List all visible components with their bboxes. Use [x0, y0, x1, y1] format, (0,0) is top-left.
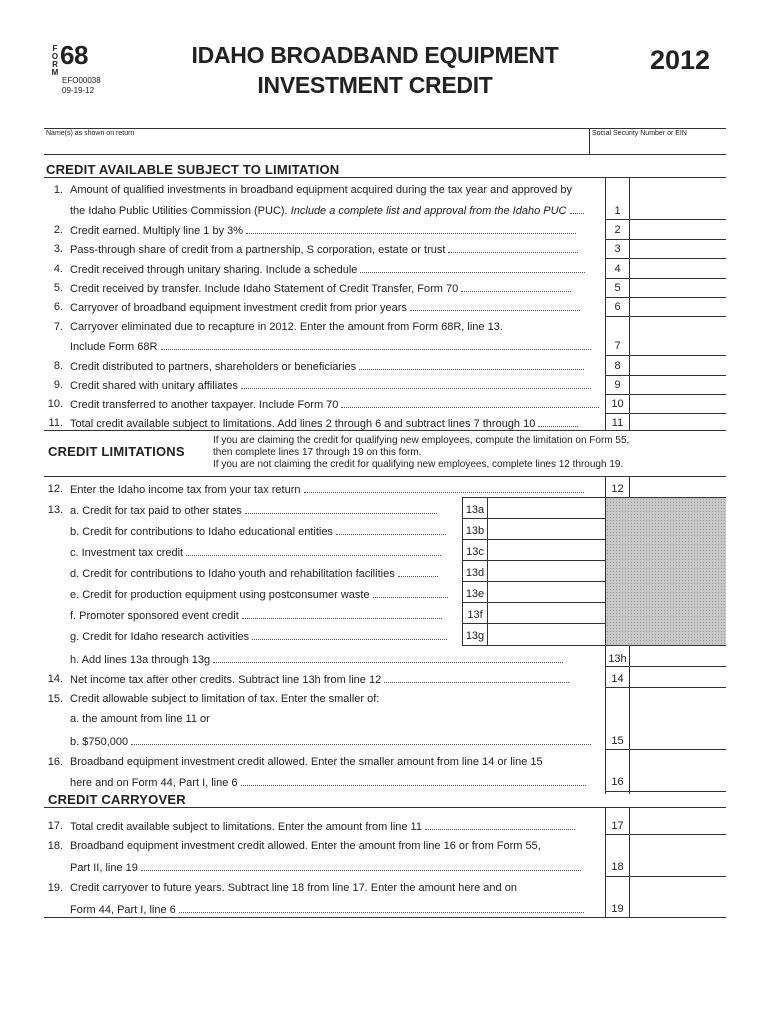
- line-number: 7.: [53, 321, 63, 333]
- leader-dots: [425, 820, 575, 830]
- names-field[interactable]: [46, 138, 586, 154]
- line-17-box-label: 17: [611, 820, 624, 832]
- line-14-box-label: 14: [611, 673, 624, 685]
- line-13d-label: d. Credit for contributions to Idaho youth and rehabilitation facilities: [70, 568, 395, 580]
- leader-dots: [360, 263, 585, 273]
- line-17-label: Total credit available subject to limitations. Enter the amount from line 11: [70, 821, 422, 833]
- line-12-box-label: 12: [611, 483, 624, 495]
- line-3-label: Pass-through share of credit from a partnership, S corporation, estate or trust: [70, 244, 446, 256]
- line-1-text-b: the Idaho Public Utilities Commission (PUC).: [70, 205, 288, 217]
- line-2-label: Credit earned. Multiply line 1 by 3%: [70, 225, 244, 237]
- line-13b-box-label: 13b: [465, 525, 485, 537]
- line-12-label: Enter the Idaho income tax from your tax return: [70, 484, 301, 496]
- line-4-label: Credit received through unitary sharing. Include a schedule: [70, 264, 358, 276]
- line-7-text: Carryover eliminated due to recapture in 2012. Enter the amount from Form 68R, line 13.: [70, 321, 503, 333]
- line-number: 12.: [47, 483, 63, 495]
- ssn-label: Social Security Number or EIN: [592, 130, 687, 137]
- line-13a-text: [70, 504, 458, 518]
- line-13b-amount[interactable]: [489, 520, 604, 538]
- line-13c-text: [70, 546, 458, 560]
- line-13a-label: a. Credit for tax paid to other states: [70, 505, 242, 517]
- line-9-label: Credit shared with unitary affiliates: [70, 380, 238, 392]
- line-1-instruction: Include a complete list and approval from the Idaho PUC: [290, 205, 567, 217]
- line-11-box-label: 11: [611, 417, 624, 429]
- line-7-box-label: 7: [614, 340, 621, 352]
- line-13h-text: [70, 653, 600, 667]
- rule: [462, 623, 605, 624]
- line-13g-label: g. Credit for Idaho research activities: [70, 631, 250, 643]
- line-9-box-label: 9: [614, 379, 621, 391]
- form-label-vertical: [50, 45, 60, 77]
- line-13h-amount[interactable]: [631, 647, 726, 665]
- ssn-field[interactable]: [592, 138, 724, 154]
- line-number: 18.: [47, 840, 63, 852]
- rule: [462, 560, 605, 561]
- leader-dots: [161, 340, 591, 350]
- line-number: 4.: [53, 263, 63, 275]
- rule: [462, 539, 605, 540]
- line-5-label: Credit received by transfer. Include Idaho Statement of Credit Transfer, Form 70: [70, 283, 459, 295]
- line-13c-box-label: 13c: [466, 546, 484, 558]
- line-number: 16.: [47, 756, 63, 768]
- line-number: 10.: [47, 398, 63, 410]
- line-4-box-label: 4: [614, 263, 621, 275]
- line-13f-label: f. Promoter sponsored event credit: [70, 610, 239, 622]
- rule: [44, 476, 726, 477]
- shaded-area: [606, 498, 726, 646]
- line-1-text: Amount of qualified investments in broadband equipment acquired during the tax year and approved by: [70, 184, 573, 196]
- line-4-text: [70, 263, 600, 277]
- line-number: 3.: [53, 243, 63, 255]
- line-6-label: Carryover of broadband equipment investment credit from prior years: [70, 302, 407, 314]
- line-2-box-label: 2: [614, 224, 621, 236]
- line-7-label: Include Form 68R: [70, 341, 158, 353]
- form-title: [150, 40, 600, 100]
- line-12-amount[interactable]: [631, 478, 726, 496]
- form-code: EFO00038: [62, 76, 101, 85]
- leader-dots: [570, 204, 584, 214]
- line-14-text: [70, 673, 600, 687]
- rule: [629, 177, 630, 430]
- line-8-label: Credit distributed to partners, shareholders or beneficiaries: [70, 361, 357, 373]
- line-10-text: [70, 398, 600, 412]
- line-5-text: [70, 282, 600, 296]
- line-13h-box-label: 13h: [608, 653, 627, 665]
- line-5-box-label: 5: [614, 282, 621, 294]
- leader-dots: [384, 673, 569, 683]
- line-15-box-label: 15: [611, 735, 624, 747]
- line-16-label: here and on Form 44, Part I, line 6: [70, 777, 238, 789]
- line-13h-label: h. Add lines 13a through 13g: [70, 654, 211, 666]
- line-6-box-label: 6: [614, 301, 621, 313]
- line-3-text: [70, 243, 600, 257]
- leader-dots: [336, 525, 446, 535]
- line-18-text: Broadband equipment investment credit allowed. Enter the amount from line 16 or from Form 55,: [70, 840, 541, 852]
- line-13e-label: e. Credit for production equipment using postconsumer waste: [70, 589, 370, 601]
- line-14-label: Net income tax after other credits. Subtract line 13h from line 12: [70, 674, 382, 686]
- rule: [44, 128, 726, 129]
- line-6-text: [70, 301, 600, 315]
- line-7-amount[interactable]: [631, 336, 726, 354]
- form-letter: O: [51, 52, 59, 61]
- line-15-amount[interactable]: [631, 730, 726, 748]
- line-13g-text: [70, 630, 458, 644]
- leader-dots: [398, 567, 438, 577]
- leader-dots: [410, 301, 580, 311]
- leader-dots: [213, 653, 563, 663]
- rule: [605, 687, 726, 688]
- line-10-box-label: 10: [611, 398, 624, 410]
- line-17-text: [70, 820, 600, 834]
- section-title-carryover: CREDIT CARRYOVER: [48, 792, 186, 807]
- limitations-note-3: If you are not claiming the credit for qualifying new employees, complete lines 12 through 19.: [213, 459, 624, 470]
- line-13d-box-label: 13d: [465, 567, 485, 579]
- rule: [462, 645, 726, 646]
- names-label: Name(s) as shown on return: [46, 130, 135, 137]
- leader-dots: [252, 630, 447, 640]
- rule: [44, 430, 726, 431]
- tax-year: 2012: [650, 45, 711, 75]
- rule: [462, 497, 605, 498]
- form-letter: F: [52, 44, 58, 53]
- title-line-1: IDAHO BROADBAND EQUIPMENT: [191, 42, 559, 68]
- line-18-amount[interactable]: [631, 856, 726, 874]
- line-13e-amount[interactable]: [489, 583, 604, 601]
- rule: [44, 154, 726, 155]
- line-13c-amount[interactable]: [489, 541, 604, 559]
- line-8-text: [70, 360, 600, 374]
- line-13g-box-label: 13g: [465, 630, 485, 642]
- rule: [462, 581, 605, 582]
- line-13f-text: [70, 609, 458, 623]
- line-number: 9.: [53, 379, 63, 391]
- leader-dots: [304, 483, 584, 493]
- line-13b-label: b. Credit for contributions to Idaho educational entities: [70, 526, 333, 538]
- rule: [605, 749, 726, 750]
- line-number: 13.: [47, 504, 63, 516]
- rule: [605, 666, 726, 667]
- line-13a-box-label: 13a: [465, 504, 485, 516]
- limitations-note-2: then complete lines 17 through 19 on this form.: [213, 447, 422, 458]
- section-title-available: CREDIT AVAILABLE SUBJECT TO LIMITATION: [46, 162, 340, 177]
- rule: [44, 177, 726, 178]
- form-letter: M: [51, 68, 59, 77]
- line-1-amount[interactable]: [631, 198, 726, 218]
- line-5-amount[interactable]: [631, 279, 726, 297]
- line-13e-text: [70, 588, 458, 602]
- line-18-text-cont: [70, 861, 600, 875]
- leader-dots: [341, 398, 600, 408]
- line-3-amount[interactable]: [631, 240, 726, 258]
- line-15-text: Credit allowable subject to limitation of tax. Enter the smaller of:: [70, 693, 380, 705]
- line-9-text: [70, 379, 600, 393]
- line-11-amount[interactable]: [631, 414, 726, 430]
- line-13a-amount[interactable]: [489, 499, 604, 517]
- title-line-2: INVESTMENT CREDIT: [257, 72, 493, 98]
- rule: [44, 917, 726, 918]
- line-19-text: Credit carryover to future years. Subtract line 18 from line 17. Enter the amount here and on: [70, 882, 517, 894]
- line-13f-box-label: 13f: [467, 609, 483, 621]
- line-18-box-label: 18: [611, 861, 624, 873]
- line-13f-amount[interactable]: [489, 604, 604, 622]
- rule: [462, 602, 605, 603]
- line-13e-box-label: 13e: [465, 588, 485, 600]
- line-8-amount[interactable]: [631, 356, 726, 374]
- line-16-text: Broadband equipment investment credit allowed. Enter the smaller amount from line 14 or line 15: [70, 756, 543, 768]
- line-19-label: Form 44, Part I, line 6: [70, 904, 176, 916]
- line-7-text-cont: [70, 340, 600, 354]
- section-title-limitations: CREDIT LIMITATIONS: [48, 444, 185, 459]
- rule: [605, 316, 726, 317]
- limitations-note-1: If you are claiming the credit for qualifying new employees, compute the limitation on Form 55,: [213, 435, 630, 446]
- line-13d-amount[interactable]: [489, 562, 604, 580]
- line-15a-text: a. the amount from line 11 or: [70, 713, 210, 725]
- leader-dots: [359, 360, 584, 370]
- line-number: 1.: [53, 184, 63, 196]
- line-13c-label: c. Investment tax credit: [70, 547, 184, 559]
- line-11-label: Total credit available subject to limitations. Add lines 2 through 6 and subtract lines 7 through 10: [70, 418, 536, 430]
- line-number: 6.: [53, 301, 63, 313]
- leader-dots: [241, 776, 586, 786]
- rule: [605, 791, 726, 792]
- rule: [605, 876, 726, 877]
- leader-dots: [131, 735, 591, 745]
- line-12-text: [70, 483, 600, 497]
- line-13g-amount[interactable]: [489, 625, 604, 643]
- line-number: 14.: [47, 673, 63, 685]
- line-2-amount[interactable]: [631, 220, 726, 238]
- leader-dots: [179, 903, 584, 913]
- line-number: 2.: [53, 224, 63, 236]
- line-number: 5.: [53, 282, 63, 294]
- line-13b-text: [70, 525, 458, 539]
- line-number: 8.: [53, 360, 63, 372]
- line-16-box-label: 16: [611, 776, 624, 788]
- line-2-text: [70, 224, 600, 238]
- line-3-box-label: 3: [614, 243, 621, 255]
- line-8-box-label: 8: [614, 360, 621, 372]
- line-number: 15.: [47, 693, 63, 705]
- leader-dots: [141, 861, 581, 871]
- line-14-amount[interactable]: [631, 668, 726, 686]
- line-1-text-cont: [70, 204, 600, 218]
- line-18-label: Part II, line 19: [70, 862, 138, 874]
- line-19-text-cont: [70, 903, 600, 917]
- line-number: 17.: [47, 820, 63, 832]
- form-letter: R: [52, 60, 58, 69]
- line-16-text-cont: [70, 776, 600, 790]
- line-15b-text: [70, 735, 600, 749]
- line-13d-text: [70, 567, 458, 581]
- line-4-amount[interactable]: [631, 259, 726, 277]
- line-16-amount[interactable]: [631, 772, 726, 790]
- leader-dots: [241, 379, 591, 389]
- rule: [462, 518, 605, 519]
- line-10-label: Credit transferred to another taxpayer. Include Form 70: [70, 399, 339, 411]
- leader-dots: [538, 417, 578, 427]
- form-date: 09-19-12: [62, 86, 95, 95]
- rule: [589, 128, 590, 154]
- line-number: 19.: [47, 882, 63, 894]
- leader-dots: [186, 546, 441, 556]
- line-17-amount[interactable]: [631, 815, 726, 833]
- leader-dots: [373, 588, 448, 598]
- form-number: 68: [60, 40, 88, 70]
- line-9-amount[interactable]: [631, 375, 726, 393]
- line-number: 11.: [48, 417, 63, 429]
- rule: [629, 807, 630, 917]
- line-1-box-label: 1: [614, 205, 621, 217]
- line-10-amount[interactable]: [631, 395, 726, 413]
- rule: [605, 834, 726, 835]
- leader-dots: [448, 243, 578, 253]
- leader-dots: [246, 224, 576, 234]
- line-19-box-label: 19: [611, 903, 624, 915]
- rule: [44, 807, 726, 808]
- line-11-text: [70, 417, 600, 431]
- line-6-amount[interactable]: [631, 298, 726, 316]
- line-15b-label: b. $750,000: [70, 736, 129, 748]
- line-19-amount[interactable]: [631, 898, 726, 916]
- leader-dots: [461, 282, 571, 292]
- leader-dots: [242, 609, 442, 619]
- leader-dots: [245, 504, 437, 514]
